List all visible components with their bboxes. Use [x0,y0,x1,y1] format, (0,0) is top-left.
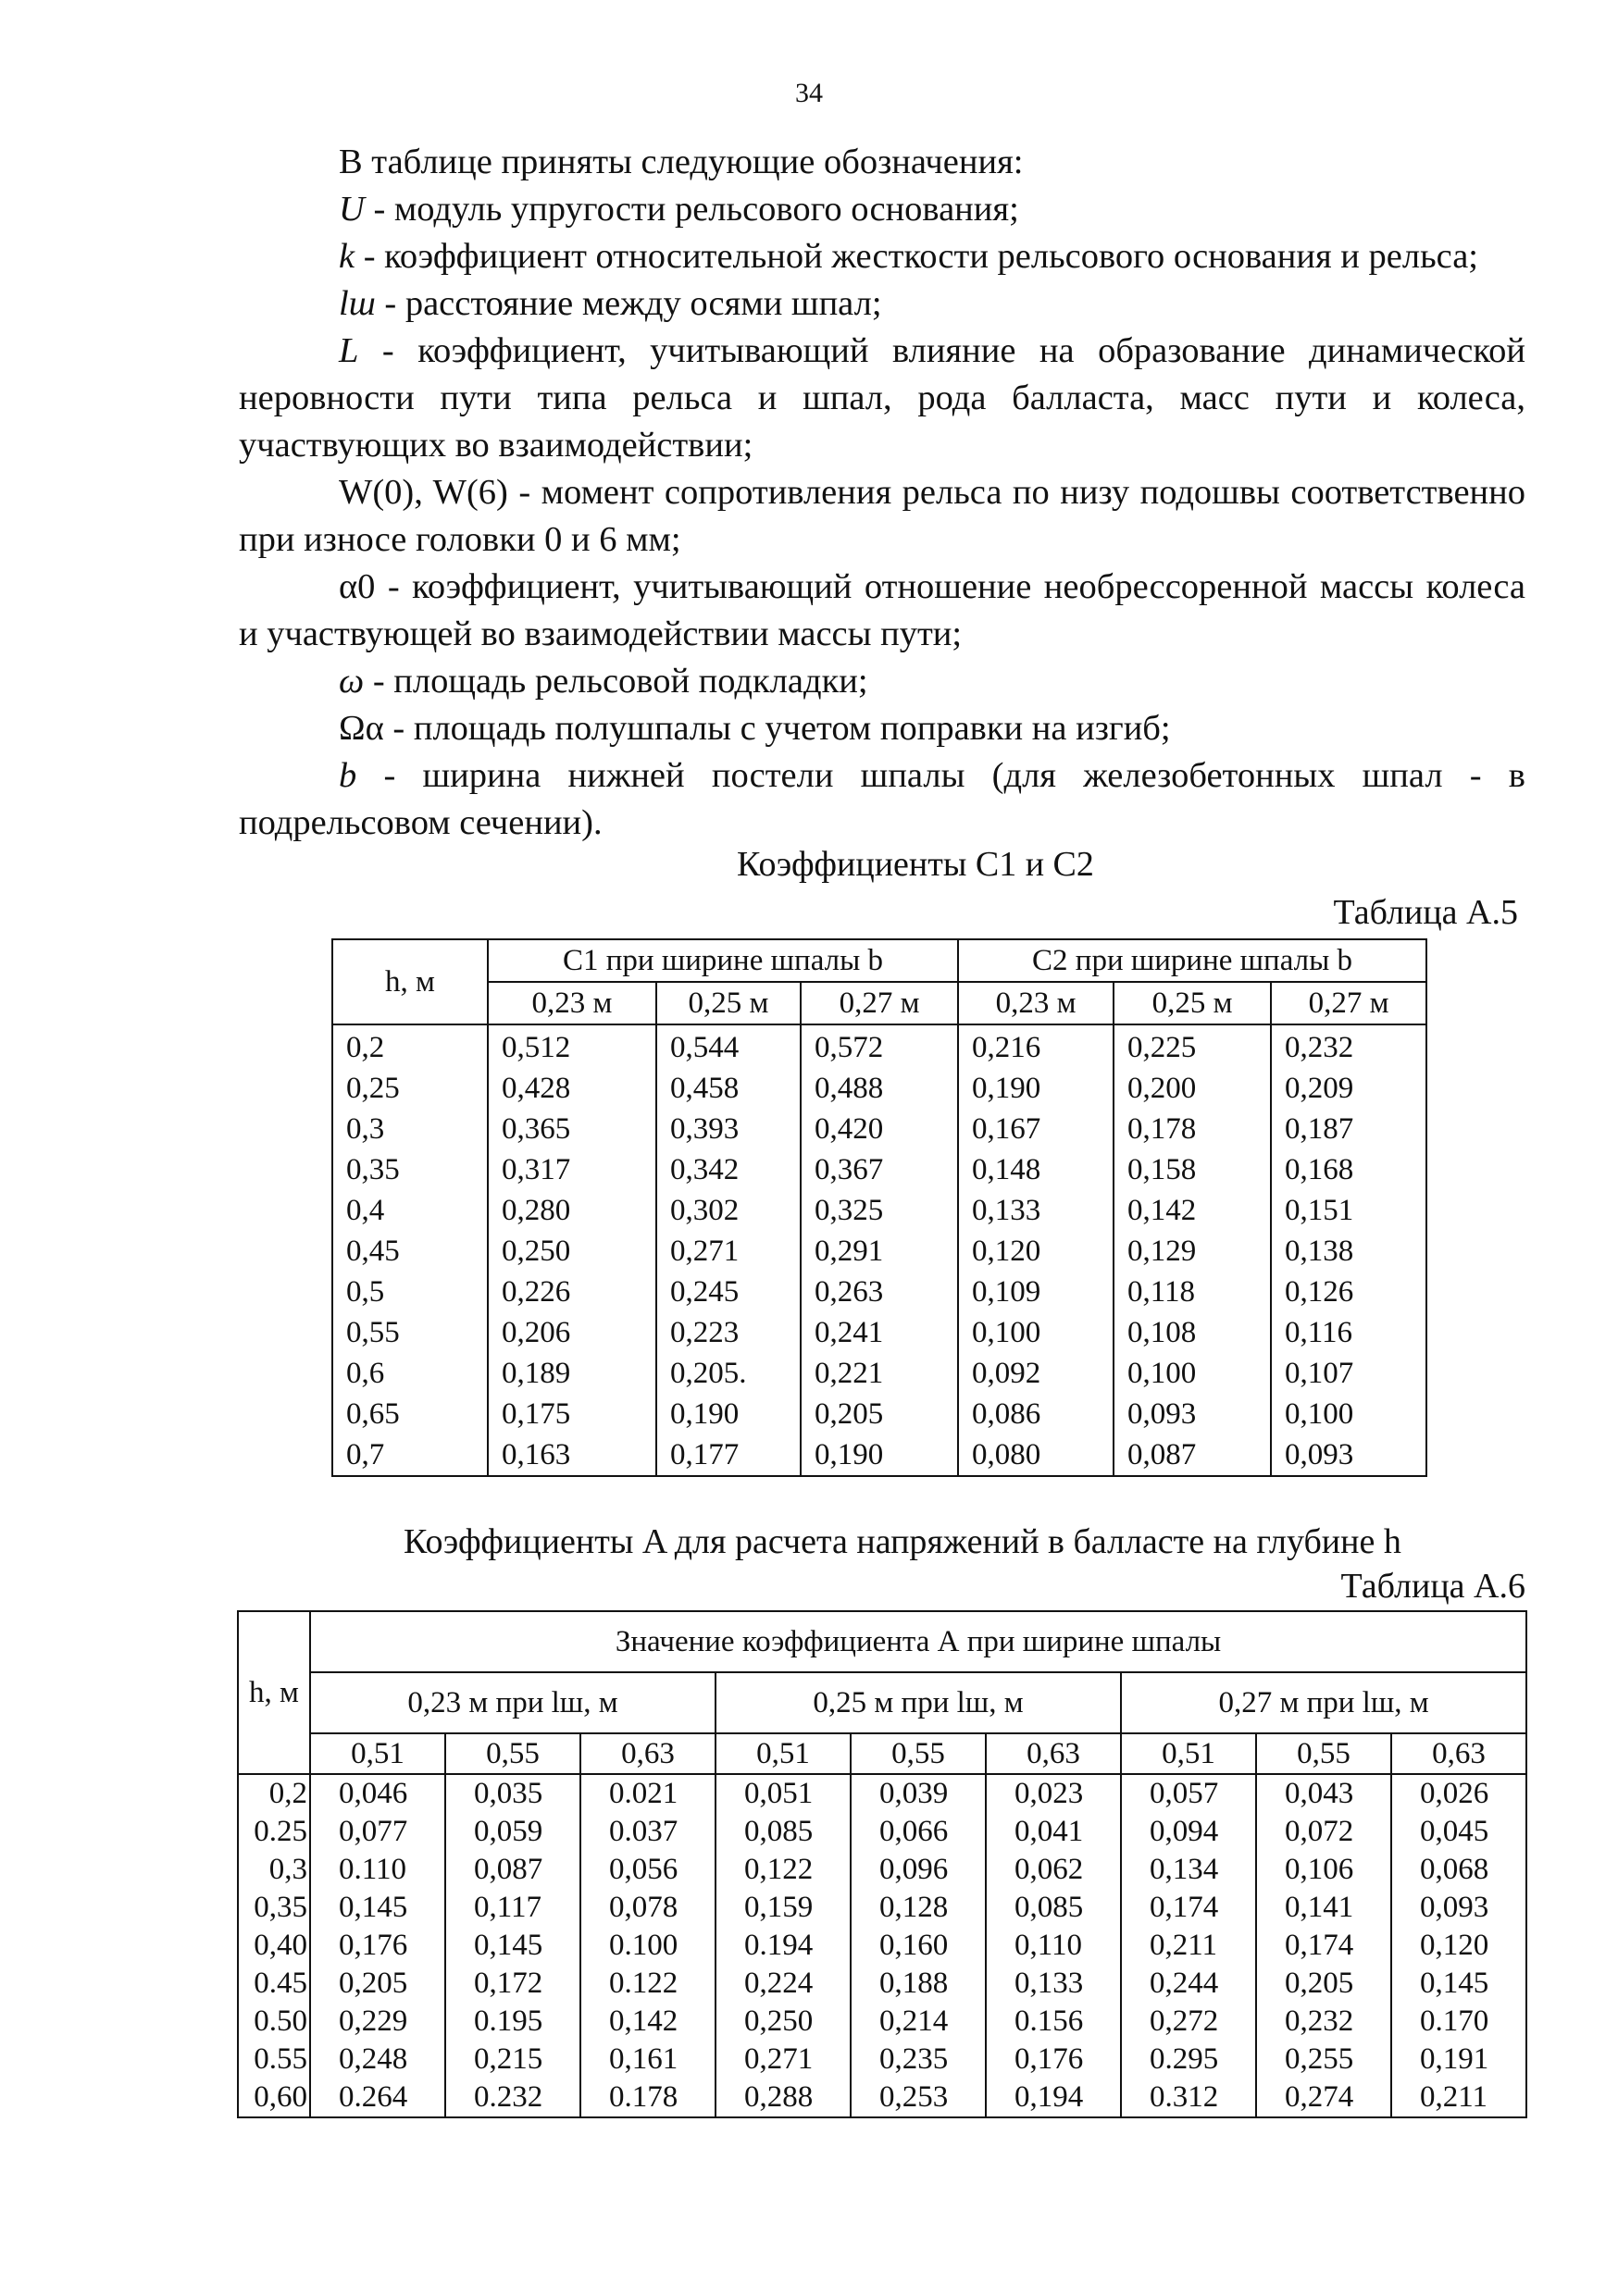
value-cell: 0,160 [851,1927,986,1965]
value-cell: 0,302 [656,1190,801,1231]
value-cell: 0,241 [801,1312,958,1353]
value-cell: 0,272 [1121,2003,1256,2041]
value-cell: 0,141 [1256,1889,1391,1927]
notation-item: k - коэффициент относительной жесткости рельсового основания и рельса; [339,237,1478,276]
table-a5-label: Таблица А.5 [1333,893,1518,932]
table-row [238,2003,1526,2041]
value-cell: 0,086 [958,1394,1114,1434]
value-cell: 0,248 [310,2041,445,2079]
value-cell: 0,190 [958,1068,1114,1109]
table-row [238,1927,1526,1965]
value-cell: 0,134 [1121,1851,1256,1889]
value-cell: 0,094 [1121,1813,1256,1851]
table-a5-h-header: h, м [332,939,488,1024]
value-cell: 0,245 [656,1272,801,1312]
value-cell: 0,163 [488,1434,656,1476]
table-row [332,1024,1426,1068]
notation-intro: В таблице приняты следующие обозначения: [339,143,1024,181]
value-cell: 0,128 [851,1889,986,1927]
value-cell: 0,291 [801,1231,958,1272]
table-a6-group-header: Значение коэффициента А при ширине шпалы [310,1611,1526,1672]
value-cell: 0,133 [958,1190,1114,1231]
value-cell: 0,244 [1121,1965,1256,2003]
value-cell: 0,096 [851,1851,986,1889]
value-cell: 0,190 [656,1394,801,1434]
table-a6-spacing-header: 0,51 [1121,1733,1256,1774]
value-cell: 0,211 [1121,1927,1256,1965]
table-row [332,1068,1426,1109]
table-row [238,1851,1526,1889]
table-a5-width-header: 0,25 м [656,982,801,1024]
value-cell: 0.178 [580,2079,716,2117]
table-a5-c2-header: C2 при ширине шпалы b [958,939,1426,982]
value-cell: 0,271 [656,1231,801,1272]
value-cell: 0,087 [445,1851,580,1889]
value-cell: 0,041 [986,1813,1121,1851]
value-cell: 0,045 [1391,1813,1526,1851]
value-cell: 0,189 [488,1353,656,1394]
table-row [238,2041,1526,2079]
value-cell: 0,200 [1114,1068,1271,1109]
value-cell: 0.122 [580,1965,716,2003]
value-cell: 0,118 [1114,1272,1271,1312]
value-cell: 0,068 [1391,1851,1526,1889]
value-cell: 0,194 [986,2079,1121,2117]
value-cell: 0.194 [716,1927,851,1965]
value-cell: 0,085 [716,1813,851,1851]
value-cell: 0,080 [958,1434,1114,1476]
value-cell: 0,232 [1271,1024,1426,1068]
value-cell: 0,176 [310,1927,445,1965]
value-cell: 0,211 [1391,2079,1526,2117]
notation-item: Ωα - площадь полушпалы с учетом поправки на изгиб; [339,709,1171,748]
table-row [238,1774,1526,1813]
table-a6-subgroup-header: 0,23 м при lш, м [310,1672,716,1733]
depth-cell: 0,2 [238,1774,310,1813]
table-row [238,1813,1526,1851]
value-cell: 0,100 [958,1312,1114,1353]
value-cell: 0,205. [656,1353,801,1394]
value-cell: 0,120 [1391,1927,1526,1965]
value-cell: 0,148 [958,1149,1114,1190]
value-cell: 0,544 [656,1024,801,1068]
value-cell: 0,317 [488,1149,656,1190]
table-row [332,1190,1426,1231]
value-cell: 0,187 [1271,1109,1426,1149]
value-cell: 0,087 [1114,1434,1271,1476]
value-cell: 0,225 [1114,1024,1271,1068]
table-a6-subgroup-header: 0,27 м при lш, м [1121,1672,1526,1733]
table-a6-spacing-header: 0,63 [986,1733,1121,1774]
notation-item: L - коэффициент, учитывающий влияние на образование динамической неровности пути типа рельса и шпал, рода балласта, масс пути и колеса, участвующих во взаимодействии; [239,331,1525,465]
value-cell: 0,188 [851,1965,986,2003]
value-cell: 0,393 [656,1109,801,1149]
depth-cell: 0,3 [238,1851,310,1889]
table-a5-width-header: 0,23 м [958,982,1114,1024]
depth-cell: 0,35 [238,1889,310,1927]
value-cell: 0.170 [1391,2003,1526,2041]
value-cell: 0,151 [1271,1190,1426,1231]
table-row [332,1394,1426,1434]
value-cell: 0,026 [1391,1774,1526,1813]
table-a6-spacing-header: 0,55 [445,1733,580,1774]
value-cell: 0,110 [986,1927,1121,1965]
value-cell: 0,145 [1391,1965,1526,2003]
value-cell: 0,367 [801,1149,958,1190]
value-cell: 0,168 [1271,1149,1426,1190]
value-cell: 0,035 [445,1774,580,1813]
depth-cell: 0.45 [238,1965,310,2003]
table-a6-spacing-header: 0,55 [851,1733,986,1774]
value-cell: 0,145 [445,1927,580,1965]
table-row [332,1312,1426,1353]
value-cell: 0,051 [716,1774,851,1813]
value-cell: 0,488 [801,1068,958,1109]
value-cell: 0.312 [1121,2079,1256,2117]
depth-cell: 0,5 [332,1272,488,1312]
value-cell: 0,062 [986,1851,1121,1889]
value-cell: 0,253 [851,2079,986,2117]
page-number: 34 [795,78,823,108]
value-cell: 0,232 [1256,2003,1391,2041]
depth-cell: 0,60 [238,2079,310,2117]
value-cell: 0,108 [1114,1312,1271,1353]
notation-item: α0 - коэффициент, учитывающий отношение необрессоренной массы колеса и участвующей во взаимодействии массы пути; [239,567,1525,653]
value-cell: 0,255 [1256,2041,1391,2079]
value-cell: 0,215 [445,2041,580,2079]
value-cell: 0,106 [1256,1851,1391,1889]
value-cell: 0,288 [716,2079,851,2117]
value-cell: 0,056 [580,1851,716,1889]
value-cell: 0,129 [1114,1231,1271,1272]
table-a6-spacing-header: 0,63 [580,1733,716,1774]
value-cell: 0,023 [986,1774,1121,1813]
value-cell: 0,126 [1271,1272,1426,1312]
depth-cell: 0,25 [332,1068,488,1109]
value-cell: 0,206 [488,1312,656,1353]
table-row [332,1272,1426,1312]
value-cell: 0,216 [958,1024,1114,1068]
value-cell: 0,190 [801,1434,958,1476]
table-a6 [237,1610,1527,2118]
value-cell: 0,142 [580,2003,716,2041]
value-cell: 0,100 [1114,1353,1271,1394]
table-a5-width-header: 0,27 м [801,982,958,1024]
value-cell: 0,178 [1114,1109,1271,1149]
value-cell: 0.264 [310,2079,445,2117]
value-cell: 0,077 [310,1813,445,1851]
table-a5-width-header: 0,23 м [488,982,656,1024]
value-cell: 0,176 [986,2041,1121,2079]
table-row [238,1965,1526,2003]
value-cell: 0,057 [1121,1774,1256,1813]
table-a6-label: Таблица А.6 [1340,1567,1525,1606]
value-cell: 0,167 [958,1109,1114,1149]
table-row [332,1353,1426,1394]
value-cell: 0,100 [1271,1394,1426,1434]
notation-item: lш - расстояние между осями шпал; [339,284,882,323]
value-cell: 0,205 [801,1394,958,1434]
value-cell: 0,142 [1114,1190,1271,1231]
value-cell: 0,117 [445,1889,580,1927]
value-cell: 0,223 [656,1312,801,1353]
value-cell: 0,093 [1271,1434,1426,1476]
value-cell: 0,214 [851,2003,986,2041]
value-cell: 0,092 [958,1353,1114,1394]
value-cell: 0,172 [445,1965,580,2003]
value-cell: 0,342 [656,1149,801,1190]
value-cell: 0,224 [716,1965,851,2003]
depth-cell: 0,55 [332,1312,488,1353]
notation-item: ω - площадь рельсовой подкладки; [339,662,868,701]
value-cell: 0,072 [1256,1813,1391,1851]
value-cell: 0,159 [716,1889,851,1927]
depth-cell: 0,40 [238,1927,310,1965]
value-cell: 0,274 [1256,2079,1391,2117]
notation-item: W(0), W(6) - момент сопротивления рельса по низу подошвы соответственно при износе головки 0 и 6 мм; [239,473,1526,559]
value-cell: 0,209 [1271,1068,1426,1109]
value-cell: 0,174 [1121,1889,1256,1927]
value-cell: 0,177 [656,1434,801,1476]
value-cell: 0.232 [445,2079,580,2117]
value-cell: 0.295 [1121,2041,1256,2079]
value-cell: 0,263 [801,1272,958,1312]
depth-cell: 0,7 [332,1434,488,1476]
depth-cell: 0.55 [238,2041,310,2079]
value-cell: 0,085 [986,1889,1121,1927]
value-cell: 0,093 [1114,1394,1271,1434]
table-row [238,2079,1526,2117]
table-a5-width-header: 0,27 м [1271,982,1426,1024]
table-a6-subgroup-header: 0,25 м при lш, м [716,1672,1121,1733]
table-a5 [331,938,1427,1477]
value-cell: 0,428 [488,1068,656,1109]
value-cell: 0,174 [1256,1927,1391,1965]
table-a6-spacing-header: 0,63 [1391,1733,1526,1774]
value-cell: 0.037 [580,1813,716,1851]
value-cell: 0,039 [851,1774,986,1813]
table-a6-caption: Коэффициенты A для расчета напряжений в балласте на глубине h [404,1522,1401,1561]
value-cell: 0,093 [1391,1889,1526,1927]
table-a6-h-header: h, м [238,1611,310,1774]
value-cell: 0,229 [310,2003,445,2041]
depth-cell: 0,6 [332,1353,488,1394]
value-cell: 0,158 [1114,1149,1271,1190]
notation-item: b - ширина нижней постели шпалы (для железобетонных шпал - в подрельсовом сечении). [239,756,1525,842]
value-cell: 0,175 [488,1394,656,1434]
table-row [332,1109,1426,1149]
value-cell: 0,271 [716,2041,851,2079]
value-cell: 0,512 [488,1024,656,1068]
value-cell: 0,250 [488,1231,656,1272]
value-cell: 0,161 [580,2041,716,2079]
notation-item: U - модуль упругости рельсового основания; [339,190,1019,229]
table-row [332,1149,1426,1190]
value-cell: 0,078 [580,1889,716,1927]
value-cell: 0,250 [716,2003,851,2041]
value-cell: 0,046 [310,1774,445,1813]
table-row [332,1434,1426,1476]
value-cell: 0.195 [445,2003,580,2041]
value-cell: 0,226 [488,1272,656,1312]
table-row [332,1231,1426,1272]
value-cell: 0,133 [986,1965,1121,2003]
value-cell: 0,325 [801,1190,958,1231]
value-cell: 0.100 [580,1927,716,1965]
value-cell: 0,420 [801,1109,958,1149]
depth-cell: 0,2 [332,1024,488,1068]
depth-cell: 0,3 [332,1109,488,1149]
value-cell: 0,458 [656,1068,801,1109]
table-a6-spacing-header: 0,51 [716,1733,851,1774]
value-cell: 0,205 [1256,1965,1391,2003]
value-cell: 0.021 [580,1774,716,1813]
depth-cell: 0,35 [332,1149,488,1190]
value-cell: 0,116 [1271,1312,1426,1353]
table-a5-caption: Коэффициенты C1 и C2 [737,845,1094,884]
value-cell: 0,221 [801,1353,958,1394]
value-cell: 0,109 [958,1272,1114,1312]
value-cell: 0,120 [958,1231,1114,1272]
depth-cell: 0,45 [332,1231,488,1272]
value-cell: 0,059 [445,1813,580,1851]
table-a6-spacing-header: 0,51 [310,1733,445,1774]
notation-text [239,139,1525,847]
depth-cell: 0,65 [332,1394,488,1434]
value-cell: 0,122 [716,1851,851,1889]
value-cell: 0,280 [488,1190,656,1231]
table-a5-c1-header: C1 при ширине шпалы b [488,939,958,982]
value-cell: 0,235 [851,2041,986,2079]
value-cell: 0,066 [851,1813,986,1851]
table-row [238,1889,1526,1927]
value-cell: 0,043 [1256,1774,1391,1813]
value-cell: 0,138 [1271,1231,1426,1272]
value-cell: 0,205 [310,1965,445,2003]
depth-cell: 0.25 [238,1813,310,1851]
value-cell: 0.110 [310,1851,445,1889]
value-cell: 0,191 [1391,2041,1526,2079]
value-cell: 0,107 [1271,1353,1426,1394]
value-cell: 0,365 [488,1109,656,1149]
table-a5-width-header: 0,25 м [1114,982,1271,1024]
depth-cell: 0.50 [238,2003,310,2041]
value-cell: 0,572 [801,1024,958,1068]
value-cell: 0,145 [310,1889,445,1927]
value-cell: 0.156 [986,2003,1121,2041]
depth-cell: 0,4 [332,1190,488,1231]
table-a6-spacing-header: 0,55 [1256,1733,1391,1774]
